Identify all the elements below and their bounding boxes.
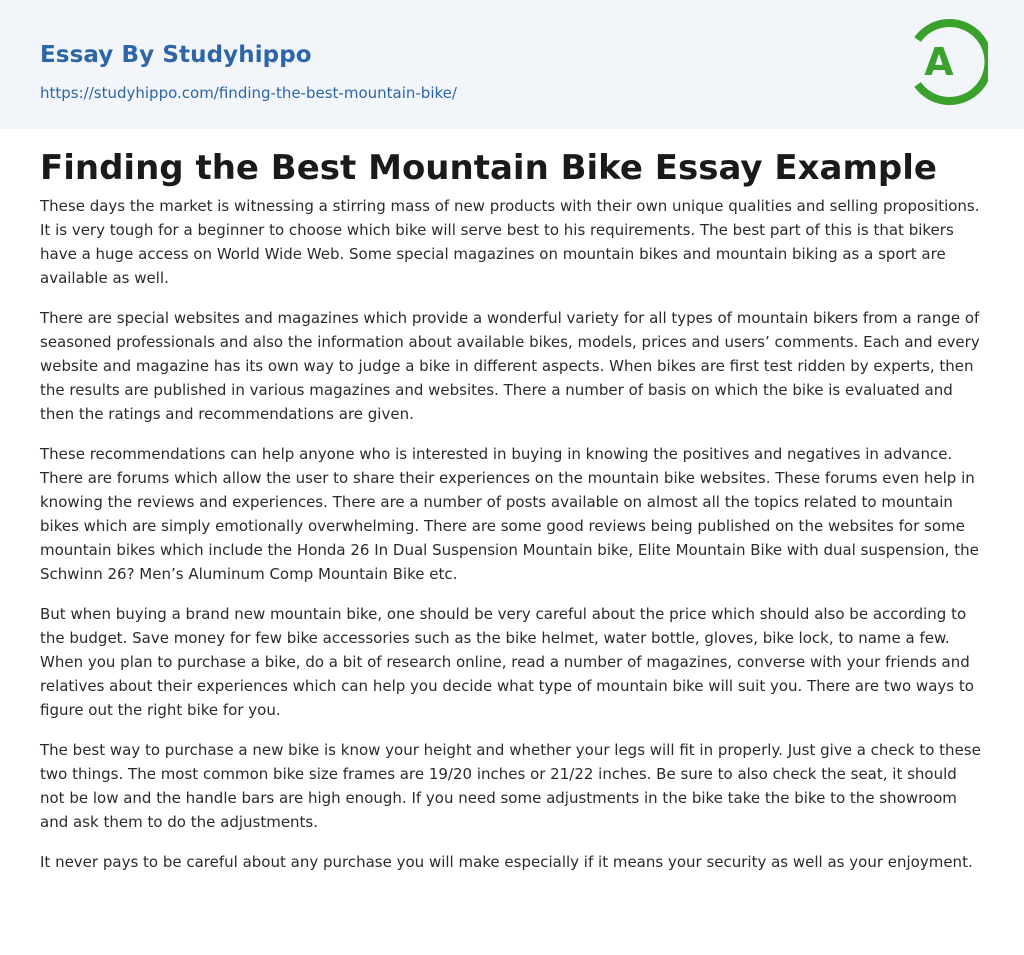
logo-letter: A bbox=[924, 40, 954, 84]
site-header bbox=[0, 0, 1024, 129]
essay-paragraph: It never pays to be careful about any purchase you will make especially if it means your security as well as your enjoyment. bbox=[40, 853, 973, 871]
essay-paragraph: The best way to purchase a new bike is know your height and whether your legs will fit in properly. Just give a check to these two things. The most common bike size frames are 19/20 inches or 21/22 inches. Be sure to also check the seat, it should not be low and the handle bars are high enough. If you need some adjustments in the bike take the bike to the showroom and ask them to do the adjustments. bbox=[40, 741, 981, 831]
essay-paragraph: These days the market is witnessing a stirring mass of new products with their own unique qualities and selling propositions. It is very tough for a beginner to choose which bike will serve best to his requirements. The best part of this is that bikers have a huge access on World Wide Web. Some special magazines on mountain bikes and mountain biking as a sport are available as well. bbox=[40, 197, 980, 287]
essay-paragraph: There are special websites and magazines which provide a wonderful variety for all types of mountain bikers from a range of seasoned professionals and also the information about available bikes, models, prices and users’ comments. Each and every website and magazine has its own way to judge a bike in different aspects. When bikes are first test ridden by experts, then the results are published in various magazines and websites. There a number of basis on which the bike is evaluated and then the ratings and recommendations are given. bbox=[40, 309, 980, 423]
page-title: Finding the Best Mountain Bike Essay Example bbox=[40, 148, 937, 188]
page-url-link[interactable]: https://studyhippo.com/finding-the-best-mountain-bike/ bbox=[40, 84, 457, 102]
studyhippo-logo-icon[interactable] bbox=[910, 18, 988, 106]
essay-paragraph: But when buying a brand new mountain bike, one should be very careful about the price which should also be according to the budget. Save money for few bike accessories such as the bike helmet, water bottle, gloves, bike lock, to name a few. When you plan to purchase a bike, do a bit of research online, read a number of magazines, converse with your friends and relatives about their experiences which can help you decide what type of mountain bike will suit you. There are two ways to figure out the right bike for you. bbox=[40, 605, 974, 719]
essay-paragraph: These recommendations can help anyone who is interested in buying in knowing the positives and negatives in advance. There are forums which allow the user to share their experiences on the mountain bike websites. These forums even help in knowing the reviews and experiences. There are a number of posts available on almost all the topics related to mountain bikes which are simply emotionally overwhelming. There are some good reviews being published on the websites for some mountain bikes which include the Honda 26 In Dual Suspension Mountain bike, Elite Mountain Bike with dual suspension, the Schwinn 26? Men’s Aluminum Comp Mountain Bike etc. bbox=[40, 445, 979, 583]
essay-body bbox=[40, 194, 986, 890]
site-brand[interactable]: Essay By Studyhippo bbox=[40, 42, 312, 68]
